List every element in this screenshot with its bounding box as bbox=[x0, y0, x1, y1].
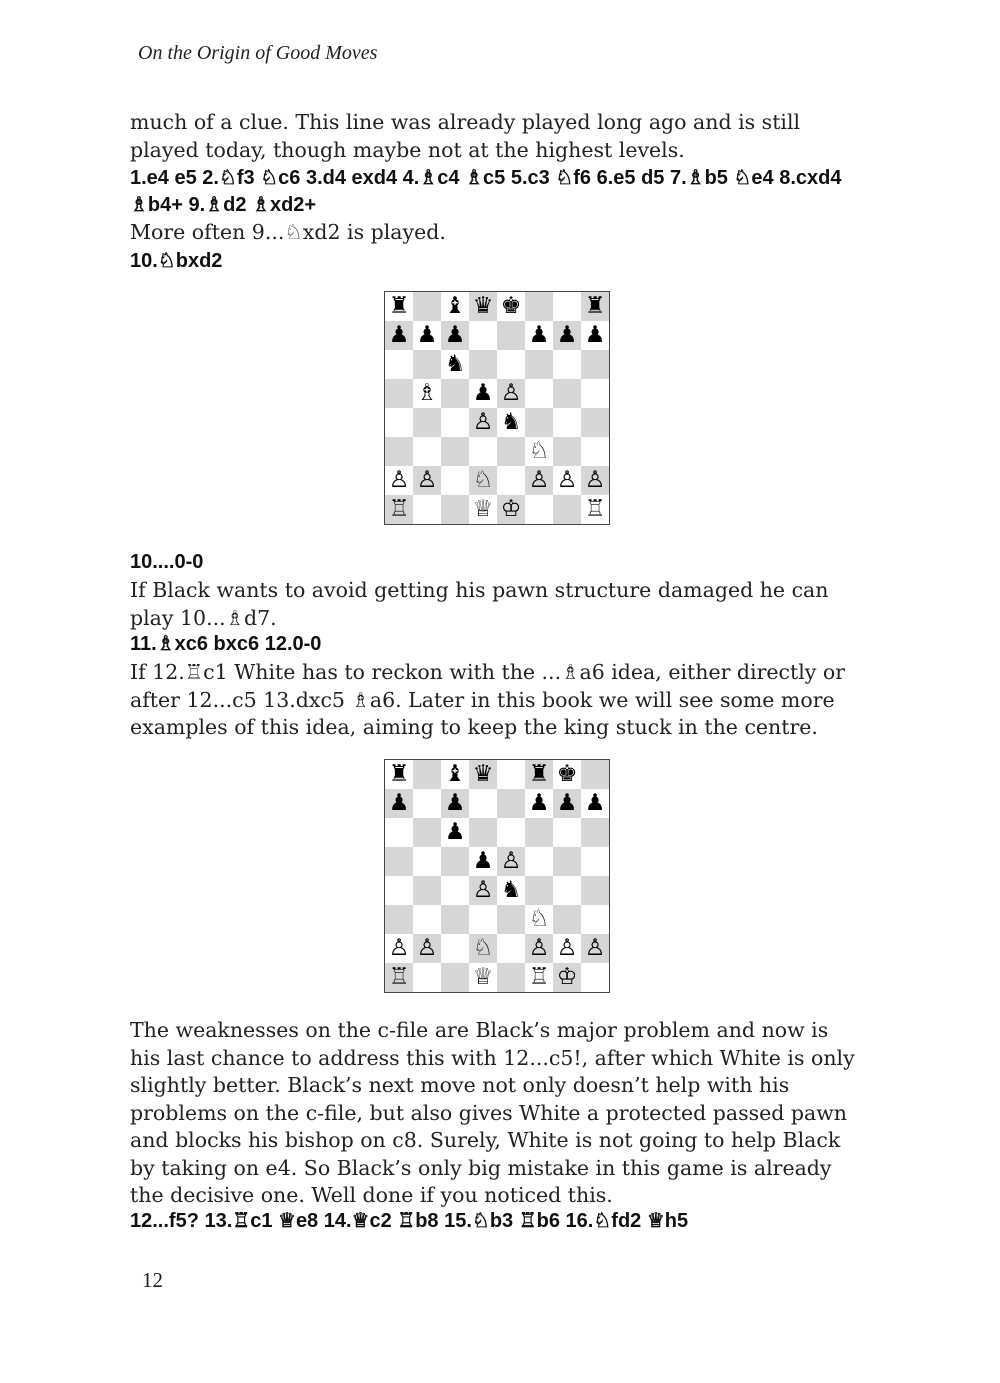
board-square bbox=[385, 818, 413, 847]
board-square bbox=[413, 760, 441, 789]
board-square bbox=[553, 905, 581, 934]
board-square bbox=[581, 905, 609, 934]
black-rook-icon: ♜ bbox=[385, 760, 413, 789]
board-square bbox=[497, 789, 525, 818]
board-square bbox=[469, 437, 497, 466]
board-square bbox=[469, 350, 497, 379]
board-square bbox=[413, 818, 441, 847]
black-king-icon: ♚ bbox=[553, 760, 581, 789]
white-pawn-icon: ♙ bbox=[413, 934, 441, 963]
chess-diagram-1 bbox=[384, 291, 610, 525]
board-square bbox=[413, 847, 441, 876]
board-square bbox=[413, 876, 441, 905]
board-square bbox=[553, 876, 581, 905]
white-pawn-icon: ♙ bbox=[385, 466, 413, 495]
board-square bbox=[553, 408, 581, 437]
black-knight-icon: ♞ bbox=[497, 408, 525, 437]
white-king-icon: ♔ bbox=[553, 963, 581, 992]
board-square bbox=[413, 905, 441, 934]
board-square bbox=[553, 847, 581, 876]
chess-diagram-2 bbox=[384, 759, 610, 993]
board-square bbox=[385, 905, 413, 934]
white-pawn-icon: ♙ bbox=[581, 466, 609, 495]
page-number: 12 bbox=[142, 1268, 163, 1292]
black-queen-icon: ♛ bbox=[469, 292, 497, 321]
black-pawn-icon: ♟ bbox=[385, 321, 413, 350]
board-square bbox=[581, 963, 609, 992]
board-square bbox=[413, 292, 441, 321]
board-square bbox=[413, 437, 441, 466]
move-sequence: 10.♘bxd2 bbox=[130, 250, 223, 272]
black-pawn-icon: ♟ bbox=[441, 321, 469, 350]
board-square bbox=[497, 466, 525, 495]
board-square bbox=[385, 350, 413, 379]
board-square bbox=[441, 379, 469, 408]
move-sequence: 1.e4 e5 2.♘f3 ♘c6 3.d4 exd4 4.♗c4 ♗c5 5.c3 ♘f6 6.e5 d5 7.♗b5 ♘e4 8.cxd4 ♗b4+ 9.♗d2 ♗xd2+ bbox=[130, 167, 842, 216]
paragraph: If Black wants to avoid getting his pawn structure damaged he can play 10...♗d7. bbox=[130, 578, 829, 630]
board-square bbox=[497, 350, 525, 379]
board-square bbox=[525, 292, 553, 321]
black-knight-icon: ♞ bbox=[497, 876, 525, 905]
board-square bbox=[581, 437, 609, 466]
board-square bbox=[385, 847, 413, 876]
board-square bbox=[413, 350, 441, 379]
board-square bbox=[497, 963, 525, 992]
board-square bbox=[469, 321, 497, 350]
board-square bbox=[441, 408, 469, 437]
white-pawn-icon: ♙ bbox=[497, 847, 525, 876]
board-square bbox=[525, 495, 553, 524]
white-rook-icon: ♖ bbox=[525, 963, 553, 992]
board-square bbox=[553, 292, 581, 321]
white-pawn-icon: ♙ bbox=[553, 466, 581, 495]
board-square bbox=[441, 847, 469, 876]
board-square bbox=[525, 847, 553, 876]
board-square bbox=[441, 934, 469, 963]
white-knight-icon: ♘ bbox=[469, 466, 497, 495]
white-bishop-icon: ♗ bbox=[413, 379, 441, 408]
black-pawn-icon: ♟ bbox=[553, 321, 581, 350]
board-square bbox=[497, 760, 525, 789]
black-pawn-icon: ♟ bbox=[385, 789, 413, 818]
board-square bbox=[441, 437, 469, 466]
black-pawn-icon: ♟ bbox=[553, 789, 581, 818]
black-pawn-icon: ♟ bbox=[581, 321, 609, 350]
board-square bbox=[581, 350, 609, 379]
black-pawn-icon: ♟ bbox=[413, 321, 441, 350]
board-square bbox=[525, 408, 553, 437]
board-square bbox=[413, 408, 441, 437]
board-square bbox=[441, 905, 469, 934]
white-pawn-icon: ♙ bbox=[469, 876, 497, 905]
board-square bbox=[469, 818, 497, 847]
board-square bbox=[581, 760, 609, 789]
board-square bbox=[385, 437, 413, 466]
board-square bbox=[553, 818, 581, 847]
black-pawn-icon: ♟ bbox=[525, 789, 553, 818]
board-square bbox=[469, 789, 497, 818]
board-square bbox=[441, 495, 469, 524]
board-square bbox=[553, 437, 581, 466]
board-square bbox=[441, 876, 469, 905]
board-square bbox=[385, 876, 413, 905]
board-square bbox=[441, 466, 469, 495]
white-pawn-icon: ♙ bbox=[525, 466, 553, 495]
board-square bbox=[497, 321, 525, 350]
white-pawn-icon: ♙ bbox=[581, 934, 609, 963]
white-pawn-icon: ♙ bbox=[413, 466, 441, 495]
white-queen-icon: ♕ bbox=[469, 963, 497, 992]
black-rook-icon: ♜ bbox=[525, 760, 553, 789]
board-square bbox=[413, 495, 441, 524]
black-pawn-icon: ♟ bbox=[469, 379, 497, 408]
white-knight-icon: ♘ bbox=[469, 934, 497, 963]
board-square bbox=[497, 437, 525, 466]
board-square bbox=[553, 379, 581, 408]
board-square bbox=[413, 789, 441, 818]
running-title: On the Origin of Good Moves bbox=[138, 42, 378, 64]
black-pawn-icon: ♟ bbox=[441, 818, 469, 847]
black-rook-icon: ♜ bbox=[385, 292, 413, 321]
white-pawn-icon: ♙ bbox=[385, 934, 413, 963]
move-sequence: 10....0-0 bbox=[130, 551, 204, 573]
paragraph: If 12.♖c1 White has to reckon with the ...♗a6 idea, either directly or after 12...c5 13.dxc5 ♗a6. Later in this book we will see some more examples of this idea, aiming to keep the king stuck in the centre. bbox=[130, 660, 846, 739]
board-square bbox=[441, 963, 469, 992]
white-rook-icon: ♖ bbox=[385, 495, 413, 524]
paragraph: much of a clue. This line was already played long ago and is still played today, though maybe not at the highest levels. bbox=[130, 110, 801, 162]
paragraph: The weaknesses on the c-file are Black’s major problem and now is his last chance to address this with 12...c5!, after which White is only slightly better. Black’s next move not only doesn’t help with his problems on the c-file, but also gives White a protected passed pawn and blocks his bishop on c8. Surely, White is not going to help Black by taking on e4. So Black’s only big mistake in this game is already the decisive one. Well done if you noticed this. bbox=[130, 1018, 855, 1207]
board-square bbox=[525, 876, 553, 905]
move-sequence: 12...f5? 13.♖c1 ♕e8 14.♕c2 ♖b8 15.♘b3 ♖b6 16.♘fd2 ♕h5 bbox=[130, 1210, 689, 1232]
white-rook-icon: ♖ bbox=[581, 495, 609, 524]
board-square bbox=[581, 818, 609, 847]
board-square bbox=[553, 350, 581, 379]
board-square bbox=[581, 408, 609, 437]
black-bishop-icon: ♝ bbox=[441, 760, 469, 789]
black-knight-icon: ♞ bbox=[441, 350, 469, 379]
black-queen-icon: ♛ bbox=[469, 760, 497, 789]
white-knight-icon: ♘ bbox=[525, 437, 553, 466]
board-square bbox=[413, 963, 441, 992]
white-pawn-icon: ♙ bbox=[525, 934, 553, 963]
black-rook-icon: ♜ bbox=[581, 292, 609, 321]
board-square bbox=[497, 818, 525, 847]
board-square bbox=[385, 379, 413, 408]
board-square bbox=[581, 379, 609, 408]
paragraph: More often 9...♘xd2 is played. bbox=[130, 220, 446, 244]
white-queen-icon: ♕ bbox=[469, 495, 497, 524]
board-square bbox=[497, 905, 525, 934]
white-rook-icon: ♖ bbox=[385, 963, 413, 992]
white-pawn-icon: ♙ bbox=[553, 934, 581, 963]
board-square bbox=[469, 905, 497, 934]
board-square bbox=[525, 379, 553, 408]
black-pawn-icon: ♟ bbox=[525, 321, 553, 350]
white-king-icon: ♔ bbox=[497, 495, 525, 524]
black-pawn-icon: ♟ bbox=[581, 789, 609, 818]
board-square bbox=[385, 408, 413, 437]
board-square bbox=[581, 847, 609, 876]
black-pawn-icon: ♟ bbox=[469, 847, 497, 876]
move-sequence: 11.♗xc6 bxc6 12.0-0 bbox=[130, 633, 322, 655]
board-square bbox=[525, 350, 553, 379]
board-square bbox=[497, 934, 525, 963]
board-square bbox=[581, 876, 609, 905]
black-king-icon: ♚ bbox=[497, 292, 525, 321]
black-pawn-icon: ♟ bbox=[441, 789, 469, 818]
white-pawn-icon: ♙ bbox=[497, 379, 525, 408]
board-square bbox=[525, 818, 553, 847]
white-knight-icon: ♘ bbox=[525, 905, 553, 934]
black-bishop-icon: ♝ bbox=[441, 292, 469, 321]
white-pawn-icon: ♙ bbox=[469, 408, 497, 437]
board-square bbox=[553, 495, 581, 524]
